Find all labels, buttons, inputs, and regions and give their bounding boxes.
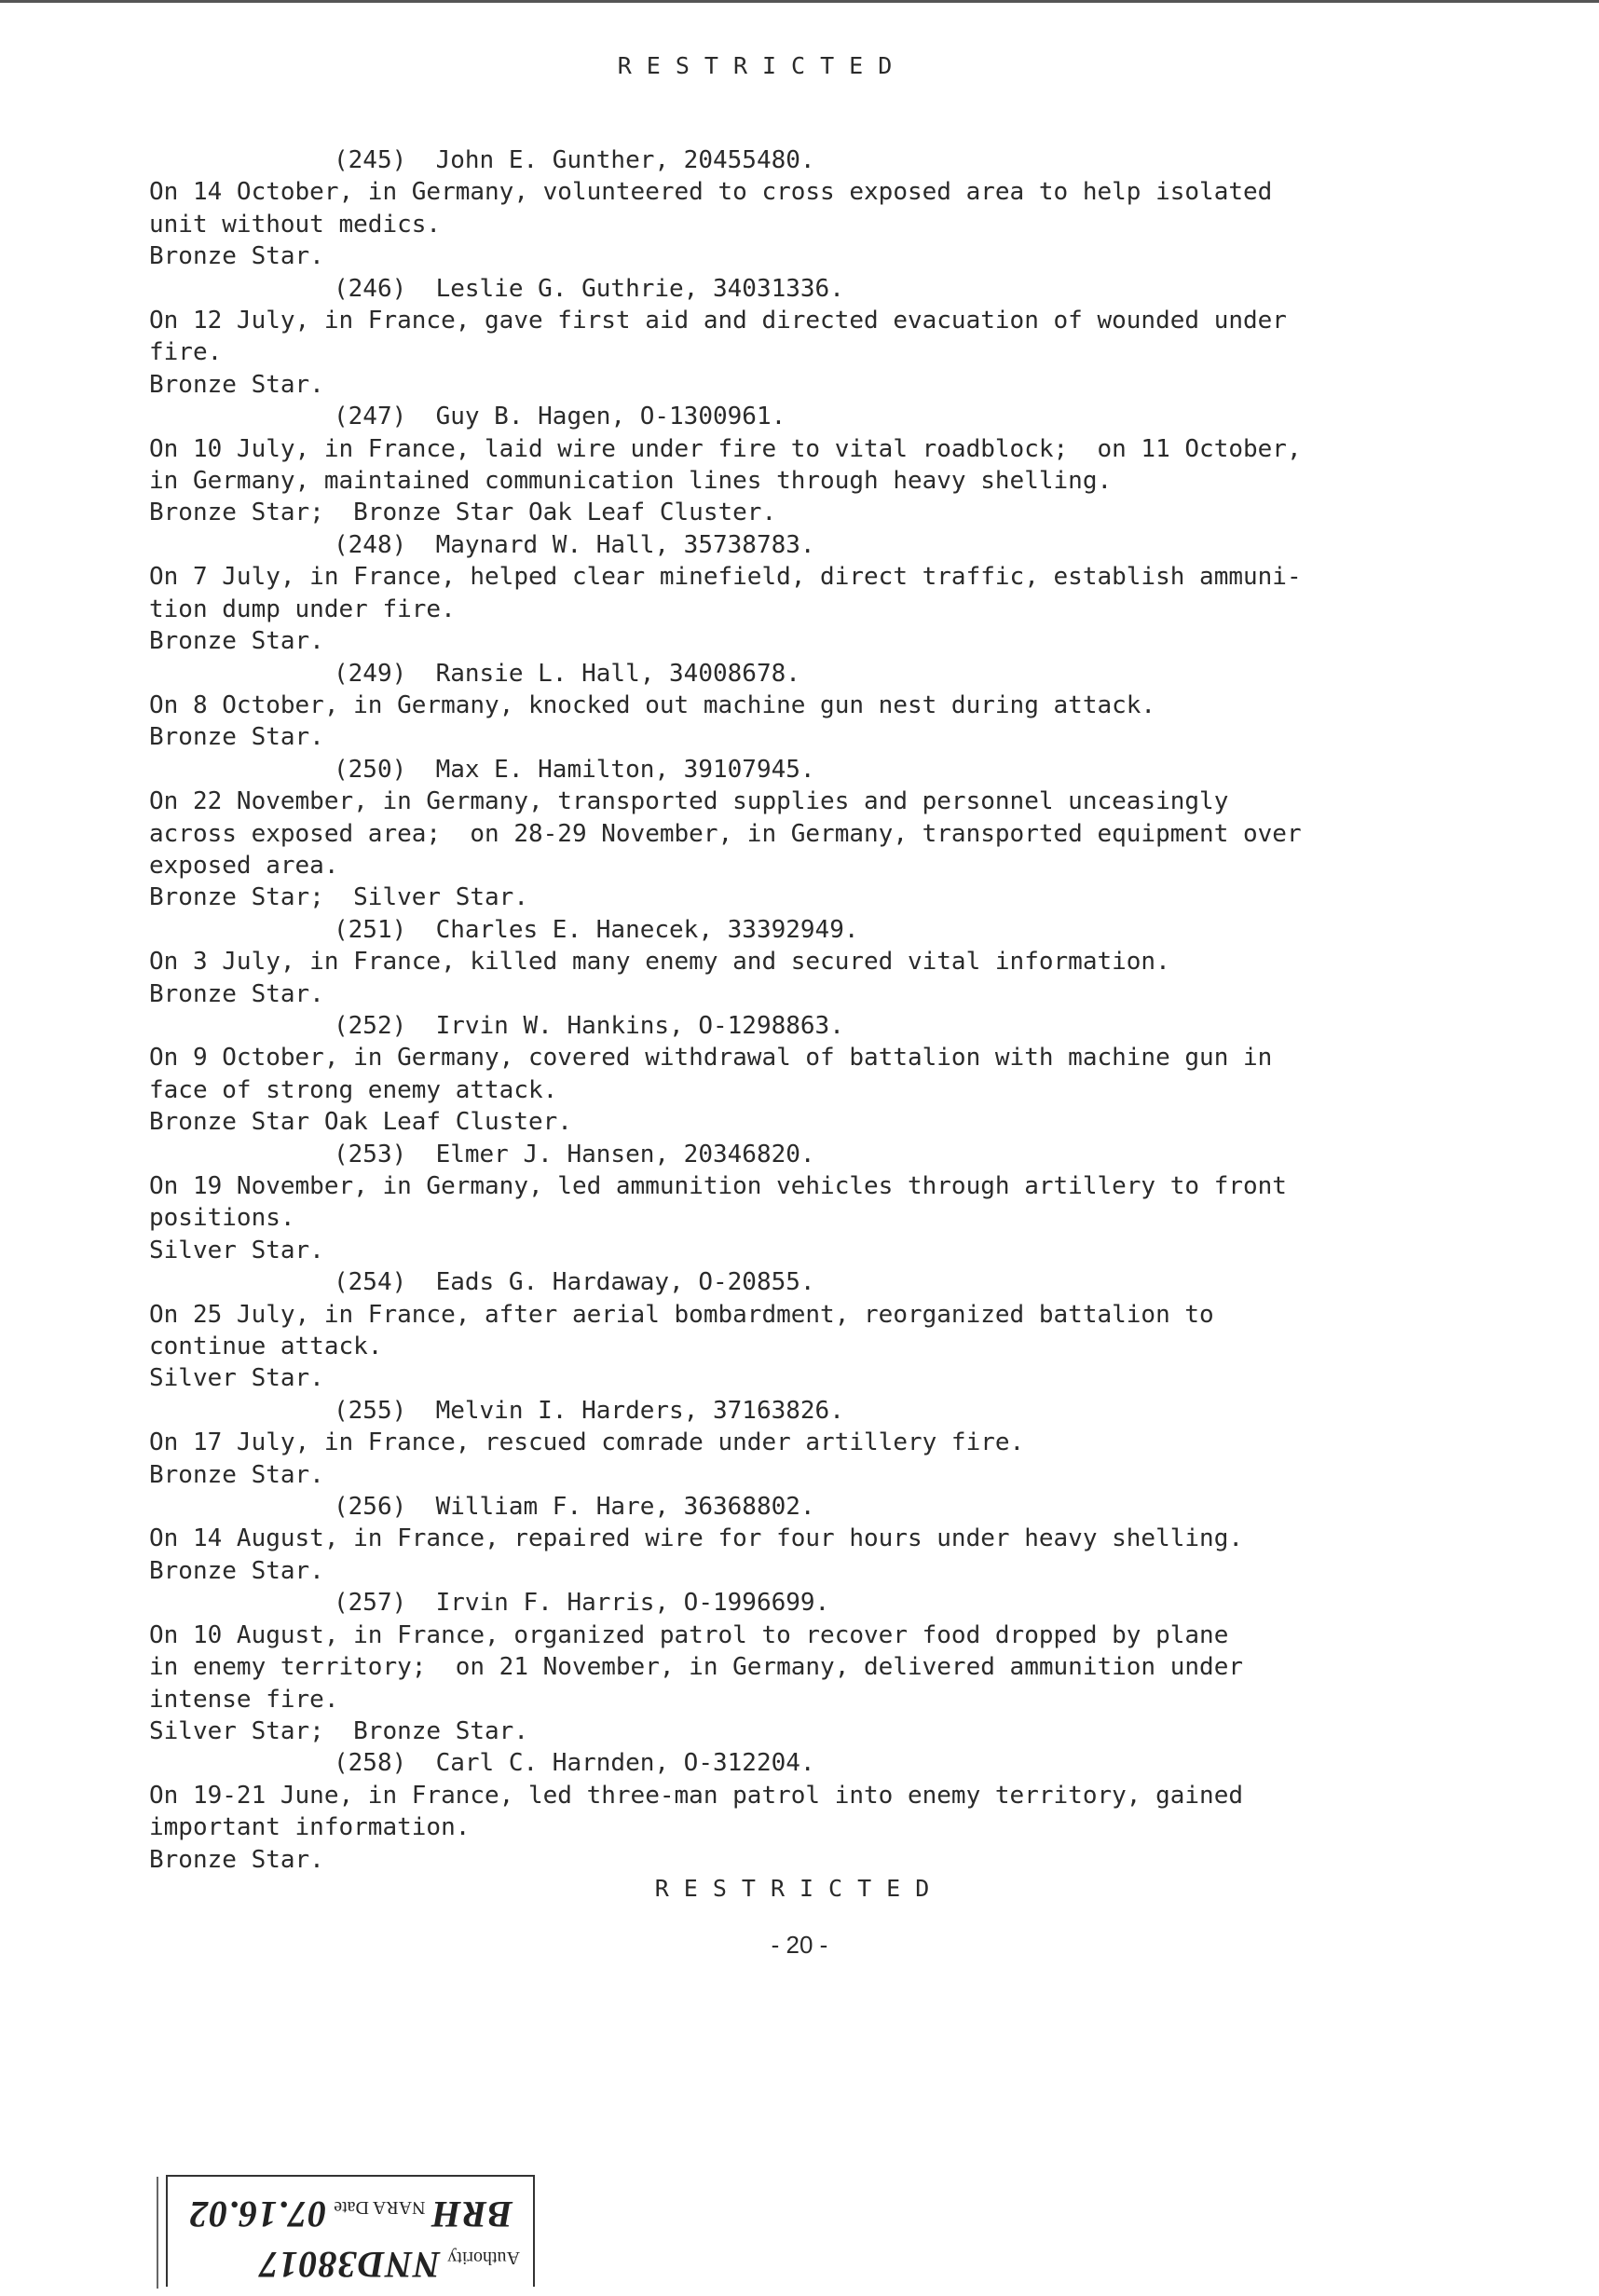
- award-entry: [149, 1747, 1416, 1876]
- award-entry: [149, 754, 1416, 914]
- award-entry-line: Bronze Star; Bronze Star Oak Leaf Cluster.: [149, 499, 777, 527]
- award-entry: [149, 1266, 1416, 1395]
- page-number: - 20 -: [771, 1931, 828, 1959]
- award-entry-line: in Germany, maintained communication lines through heavy shelling.: [149, 467, 1113, 496]
- award-entry-line: exposed area.: [149, 851, 339, 880]
- award-entry-line: Silver Star.: [149, 1236, 324, 1264]
- award-entry-header: (256) William F. Hare, 36368802.: [334, 1493, 815, 1522]
- award-entry-line: On 14 October, in Germany, volunteered to cross exposed area to help isolated: [149, 178, 1273, 207]
- award-entry-line: Bronze Star; Silver Star.: [149, 883, 528, 912]
- award-entry-line: On 22 November, in Germany, transported supplies and personnel unceasingly: [149, 787, 1229, 816]
- award-entry: [149, 144, 1416, 273]
- stamp-by-date-row: [173, 2186, 527, 2236]
- award-entry-line: Bronze Star Oak Leaf Cluster.: [149, 1108, 572, 1137]
- award-entry-header: (250) Max E. Hamilton, 39107945.: [334, 755, 815, 784]
- award-entry-line: On 10 August, in France, organized patrol to recover food dropped by plane: [149, 1620, 1229, 1649]
- award-entry-header: (253) Elmer J. Hansen, 20346820.: [334, 1140, 815, 1168]
- award-entry-line: On 14 August, in France, repaired wire for four hours under heavy shelling.: [149, 1524, 1243, 1553]
- award-entry-header: (246) Leslie G. Guthrie, 34031336.: [334, 274, 844, 303]
- award-entry-header: (245) John E. Gunther, 20455480.: [334, 146, 815, 174]
- award-entry-line: On 10 July, in France, laid wire under fire to vital roadblock; on 11 October,: [149, 434, 1302, 463]
- award-entry: [149, 914, 1416, 1010]
- award-entry-line: across exposed area; on 28-29 November, in Germany, transported equipment over: [149, 819, 1302, 848]
- award-entry-header: (249) Ransie L. Hall, 34008678.: [334, 659, 800, 688]
- award-entry-line: Bronze Star.: [149, 1845, 324, 1874]
- declassification-stamp-inverted: [173, 2177, 527, 2287]
- award-entry-header: (255) Melvin I. Harders, 37163826.: [334, 1396, 844, 1425]
- award-entry-header: (254) Eads G. Hardaway, O-20855.: [334, 1268, 815, 1297]
- award-entry: [149, 529, 1416, 658]
- award-entry-line: Silver Star.: [149, 1364, 324, 1393]
- award-entry-line: Bronze Star.: [149, 370, 324, 399]
- award-entry: [149, 1587, 1416, 1747]
- award-entry-header: (258) Carl C. Harnden, O-312204.: [334, 1749, 815, 1778]
- stamp-by-value: BRH: [430, 2194, 512, 2235]
- award-entry: [149, 273, 1416, 402]
- stamp-authority-value: NND38017: [258, 2244, 441, 2286]
- stamp-date-value: 07.16.02: [188, 2194, 327, 2235]
- award-entry-line: On 25 July, in France, after aerial bombardment, reorganized battalion to: [149, 1300, 1214, 1329]
- award-entry-line: Bronze Star.: [149, 723, 324, 752]
- award-entry-header: (251) Charles E. Hanecek, 33392949.: [334, 915, 859, 944]
- award-entry-line: On 19-21 June, in France, led three-man patrol into enemy territory, gained: [149, 1781, 1243, 1810]
- award-entry-line: fire.: [149, 338, 223, 367]
- award-entry-line: in enemy territory; on 21 November, in Germany, delivered ammunition under: [149, 1653, 1243, 1682]
- award-entry-line: On 19 November, in Germany, led ammunition vehicles through artillery to front: [149, 1172, 1287, 1200]
- classification-marking-top: RESTRICTED: [617, 52, 908, 79]
- award-entry-header: (252) Irvin W. Hankins, O-1298863.: [334, 1011, 844, 1040]
- award-entry-header: (248) Maynard W. Hall, 35738783.: [334, 530, 815, 559]
- award-entry-line: On 9 October, in Germany, covered withdrawal of battalion with machine gun in: [149, 1044, 1273, 1073]
- award-entry-line: unit without medics.: [149, 210, 442, 239]
- award-entry-line: Bronze Star.: [149, 979, 324, 1008]
- award-entry-header: (247) Guy B. Hagen, O-1300961.: [334, 403, 786, 431]
- award-entry-header: (257) Irvin F. Harris, O-1996699.: [334, 1589, 830, 1618]
- award-entry-line: important information.: [149, 1813, 471, 1842]
- declassification-stamp: [166, 2175, 535, 2287]
- award-entry: [149, 1010, 1416, 1139]
- award-entry-line: Silver Star; Bronze Star.: [149, 1716, 528, 1745]
- stamp-nara-label: NARA Date: [334, 2197, 426, 2218]
- award-entry: [149, 1395, 1416, 1491]
- award-entry-line: Bronze Star.: [149, 1460, 324, 1489]
- award-entry: [149, 658, 1416, 754]
- award-entry-line: continue attack.: [149, 1332, 383, 1361]
- award-entry-line: Bronze Star.: [149, 1556, 324, 1585]
- award-entry-line: On 17 July, in France, rescued comrade under artillery fire.: [149, 1428, 1025, 1457]
- classification-marking-bottom: RESTRICTED: [654, 1875, 945, 1902]
- award-entry-line: On 7 July, in France, helped clear minefield, direct traffic, establish ammuni-: [149, 563, 1302, 592]
- award-entry-line: positions.: [149, 1204, 295, 1233]
- award-entry-line: tion dump under fire.: [149, 594, 456, 623]
- stamp-authority-row: [173, 2236, 527, 2287]
- award-entry: [149, 401, 1416, 529]
- stamp-authority-label: Authority: [447, 2248, 520, 2268]
- award-entries-list: [149, 144, 1416, 1876]
- award-entry-line: Bronze Star.: [149, 242, 324, 271]
- award-entry-line: On 3 July, in France, killed many enemy and secured vital information.: [149, 948, 1170, 977]
- award-entry-line: Bronze Star.: [149, 627, 324, 656]
- award-entry-line: face of strong enemy attack.: [149, 1075, 558, 1104]
- award-entry: [149, 1491, 1416, 1587]
- award-entry-line: On 8 October, in Germany, knocked out machine gun nest during attack.: [149, 690, 1156, 719]
- stamp-edge-rule: [157, 2177, 162, 2289]
- award-entry: [149, 1139, 1416, 1267]
- award-entry-line: intense fire.: [149, 1685, 339, 1714]
- award-entry-line: On 12 July, in France, gave first aid and directed evacuation of wounded under: [149, 307, 1287, 335]
